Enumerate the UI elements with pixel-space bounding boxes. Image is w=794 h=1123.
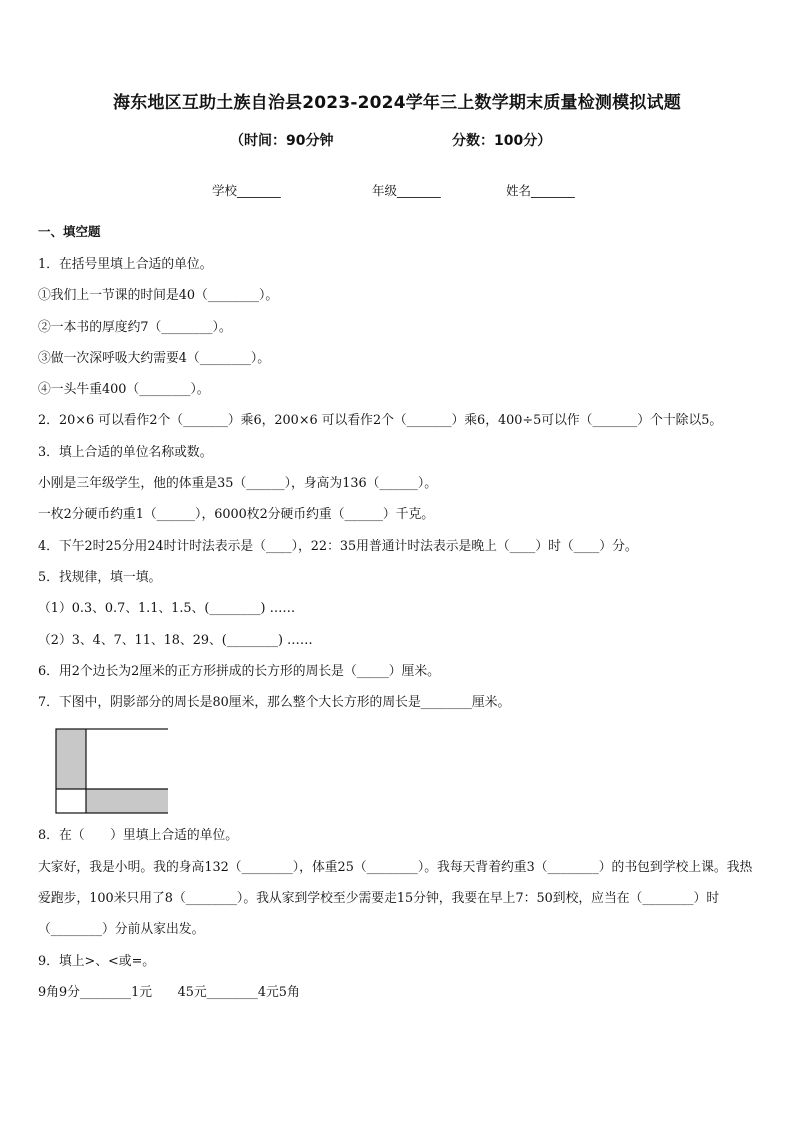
question-5a: （1）0.3、0.7、1.1、1.5、(________) …… — [38, 601, 296, 617]
question-list — [38, 223, 754, 1008]
school-field: 学校_______ — [212, 183, 281, 198]
score-info: 分数：100分） — [452, 133, 552, 149]
rectangle-figure — [38, 724, 754, 816]
question-3b: 一枚2分硬币约重1（______），6000枚2分硬币约重（______）千克。 — [38, 507, 435, 523]
page-title: 海东地区互助土族自治县2023-2024学年三上数学期末质量检测模拟试题 — [113, 93, 681, 113]
question-5: 5．找规律，填一填。 — [38, 569, 162, 585]
question-9a: 9角9分________1元 45元________4元5角 — [38, 984, 300, 1000]
question-1d: ④一头牛重400（________）。 — [38, 382, 210, 398]
question-1c: ③做一次深呼吸大约需要4（________）。 — [38, 350, 271, 366]
question-1b: ②一本书的厚度约7（________）。 — [38, 319, 232, 335]
question-5b: （2）3、4、7、11、18、29、(________) …… — [38, 632, 313, 648]
shaded-left-strip — [56, 729, 86, 789]
time-info: （时间：90分钟 — [230, 133, 334, 149]
question-3: 3．填上合适的单位名称或数。 — [38, 444, 213, 460]
question-1a: ①我们上一节课的时间是40（________）。 — [38, 288, 279, 304]
question-1: 1．在括号里填上合适的单位。 — [38, 257, 213, 272]
grade-field: 年级_______ — [372, 183, 441, 198]
question-9: 9．填上>、<或=。 — [38, 953, 156, 969]
question-8: 8．在（ ）里填上合适的单位。 — [38, 828, 239, 844]
question-6: 6．用2个边长为2厘米的正方形拼成的长方形的周长是（_____）厘米。 — [38, 663, 440, 679]
question-8a: 大家好，我是小明。我的身高132（________），体重25（________）。我每天背着约重3（________）的书包到学校上课。我热爱跑步，100米只用了8（________）。我从家到学校至少需要走15分钟，我要在早上7：50到校，应当在（________）时（________）分前从家出发。 — [38, 859, 753, 938]
question-3a: 小刚是三年级学生，他的体重是35（______），身高为136（______）。 — [38, 476, 438, 492]
question-2: 2．20×6 可以看作2个（_______）乘6，200×6 可以看作2个（_______）乘6，400÷5可以作（_______）个十除以5。 — [38, 413, 723, 429]
question-7: 7．下图中，阴影部分的周长是80厘米，那么整个大长方形的周长是________厘米。 — [38, 695, 511, 711]
section-heading: 一、填空题 — [38, 224, 101, 239]
name-field: 姓名_______ — [506, 183, 575, 198]
shaded-bottom-strip — [86, 789, 168, 813]
rectangle-diagram — [38, 724, 168, 816]
question-4: 4．下午2时25分用24时计时法表示是（____），22：35用普通计时法表示是晚上（____）时（____）分。 — [38, 538, 638, 554]
